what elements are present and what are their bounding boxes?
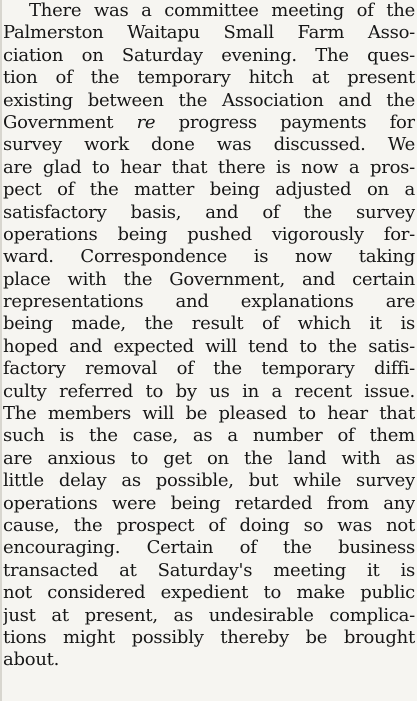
article-column — [3, 0, 415, 672]
article-line: representations and explanations are — [3, 291, 415, 313]
article-line: survey work done was discussed. We — [3, 134, 415, 156]
article-line: Palmerston Waitapu Small Farm Asso- — [3, 22, 415, 44]
article-line: about. — [3, 649, 60, 671]
article-line: ward. Correspondence is now taking — [3, 246, 415, 268]
article-line: hoped and expected will tend to the satis- — [3, 335, 415, 357]
article-line: tions might possibly thereby be brought — [3, 626, 415, 648]
article-line: factory removal of the temporary diffi- — [3, 358, 415, 380]
article-line: not considered expedient to make public — [3, 582, 415, 604]
article-line: tion of the temporary hitch at present — [3, 67, 415, 89]
article-line: ciation on Saturday evening. The ques- — [3, 44, 415, 66]
italic-term: re — [136, 111, 156, 133]
article-line: encouraging. Certain of the business — [3, 537, 415, 559]
article-line: being made, the result of which it is — [3, 313, 415, 335]
article-line: pect of the matter being adjusted on a — [3, 179, 415, 201]
article-line: just at present, as undesirable complica- — [3, 604, 415, 626]
article-line: satisfactory basis, and of the survey — [3, 201, 415, 223]
article-line: The members will be pleased to hear that — [3, 403, 415, 425]
article-line: There was a committee meeting of the — [29, 0, 415, 21]
article-line: transacted at Saturday's meeting it is — [3, 559, 415, 581]
article-line: such is the case, as a number of them — [3, 425, 415, 447]
article-line: operations were being retarded from any — [3, 492, 415, 514]
column-rule — [0, 0, 2, 701]
article-line: existing between the Association and the — [3, 89, 415, 111]
article-line: are glad to hear that there is now a pros- — [3, 156, 415, 178]
article-line: Government re progress payments for — [3, 111, 415, 133]
article-line: are anxious to get on the land with as — [3, 447, 415, 469]
article-line: operations being pushed vigorously for- — [3, 223, 415, 245]
article-line: little delay as possible, but while survey — [3, 470, 415, 492]
article-line: culty referred to by us in a recent issue. — [3, 380, 415, 402]
article-line: place with the Government, and certain — [3, 268, 415, 290]
article-line: cause, the prospect of doing so was not — [3, 514, 415, 536]
